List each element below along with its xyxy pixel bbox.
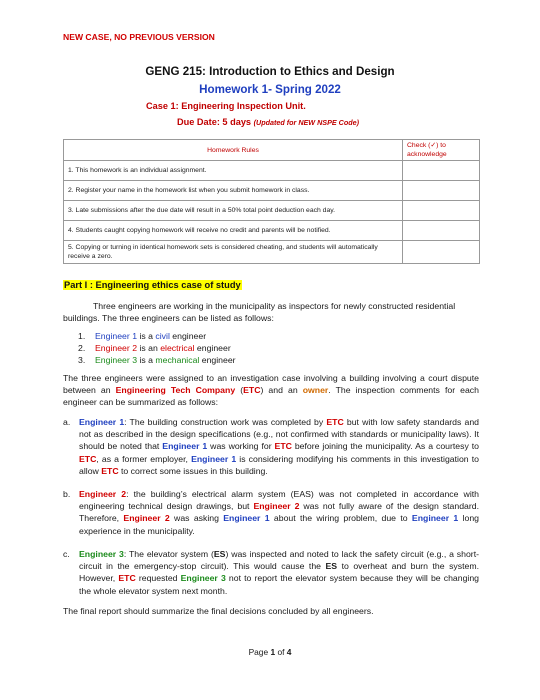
engineer-list bbox=[78, 330, 236, 367]
item-letter: b. bbox=[63, 489, 71, 499]
list-item bbox=[78, 330, 236, 342]
page-number: 1 bbox=[270, 647, 276, 657]
paragraph-text: . The inspection comments for each engineer can be summarized as follows: bbox=[63, 385, 479, 408]
rules-header: Homework Rules bbox=[64, 140, 403, 161]
engineer-name: Engineer 1 bbox=[95, 331, 138, 341]
list-item bbox=[78, 342, 236, 354]
engineer-name: Engineer 1 bbox=[162, 441, 208, 452]
rule-text: 3. Late submissions after the due date will result in a 50% total point deduction each day. bbox=[64, 201, 403, 221]
engineer-name: Engineer 2 bbox=[253, 501, 300, 512]
engineer-name: Engineer 1 bbox=[411, 513, 459, 524]
engineer-2-comment bbox=[63, 488, 479, 537]
list-text: engineer bbox=[194, 343, 231, 354]
engineer-name: Engineer 1 bbox=[79, 417, 125, 427]
rule-row bbox=[64, 201, 480, 221]
list-number: 3. bbox=[78, 355, 86, 366]
due-date bbox=[177, 117, 359, 127]
acknowledge-cell[interactable] bbox=[403, 181, 480, 201]
comment-span: about the wiring problem, due to bbox=[269, 513, 412, 524]
engineer-3-comment bbox=[63, 548, 479, 597]
engineer-name: Engineer 1 bbox=[191, 453, 237, 464]
engineer-name: Engineer 3 bbox=[180, 573, 226, 584]
list-number: 1. bbox=[78, 331, 86, 341]
intro-paragraph: Three engineers are working in the municipality as inspectors for newly constructed residential buildings. The three engineers can be listed as follows: bbox=[63, 301, 456, 324]
comment-text bbox=[79, 488, 479, 537]
rules-header-row bbox=[64, 140, 480, 161]
comment-span: long experience in the municipality. bbox=[79, 513, 479, 536]
list-text: is an bbox=[137, 343, 161, 354]
list-text: engineer bbox=[169, 331, 207, 341]
comment-span: , as a former employer, bbox=[96, 453, 192, 464]
company-acronym: ETC bbox=[118, 573, 136, 584]
engineer-name: Engineer 2 bbox=[95, 343, 138, 354]
assignment-paragraph bbox=[63, 372, 479, 409]
system-acronym: ES bbox=[213, 549, 226, 559]
list-number: 2. bbox=[78, 343, 86, 354]
engineer-name: Engineer 3 bbox=[79, 549, 124, 559]
paragraph-text: The three engineers were assigned to an investigation case involving a building involving a court dispute between an bbox=[63, 373, 479, 396]
rule-row bbox=[64, 221, 480, 241]
engineer-name: Engineer 3 bbox=[95, 355, 138, 366]
comment-span: : The building construction work was completed by bbox=[124, 417, 327, 427]
comment-text bbox=[79, 548, 479, 597]
list-item bbox=[78, 354, 236, 366]
rule-text: 4. Students caught copying homework will receive no credit and parents will be notified. bbox=[64, 221, 403, 241]
engineer-type: mechanical bbox=[155, 355, 200, 366]
rule-row bbox=[64, 241, 480, 264]
company-acronym: ETC bbox=[326, 417, 344, 427]
comment-span: is considering modifying his comments in this investigation to allow bbox=[79, 453, 479, 476]
engineer-type: civil bbox=[155, 331, 170, 341]
company-acronym: ETC bbox=[243, 385, 261, 396]
version-notice: NEW CASE, NO PREVIOUS VERSION bbox=[63, 32, 215, 42]
system-acronym: ES bbox=[325, 561, 338, 572]
homework-rules-table bbox=[63, 139, 480, 264]
comment-span: was asking bbox=[169, 513, 224, 524]
comment-text bbox=[79, 416, 479, 477]
page-total: 4 bbox=[286, 647, 292, 657]
check-header: Check (✓) to acknowledge bbox=[403, 140, 480, 161]
owner-label: owner bbox=[302, 385, 329, 396]
list-text: is a bbox=[137, 355, 156, 366]
footer-text: Page bbox=[248, 647, 271, 657]
paragraph-text: ) and an bbox=[260, 385, 303, 396]
engineer-name: Engineer 1 bbox=[223, 513, 270, 524]
engineer-name: Engineer 2 bbox=[123, 513, 170, 524]
item-letter: a. bbox=[63, 417, 71, 427]
final-report-paragraph: The final report should summarize the final decisions concluded by all engineers. bbox=[63, 606, 374, 616]
list-text: is a bbox=[137, 331, 156, 341]
acknowledge-cell[interactable] bbox=[403, 201, 480, 221]
rule-text: 2. Register your name in the homework list when you submit homework in class. bbox=[64, 181, 403, 201]
item-letter: c. bbox=[63, 549, 70, 559]
paragraph-text: ( bbox=[235, 385, 244, 396]
comment-span: before joining the municipality. As a courtesy to bbox=[291, 441, 479, 452]
comment-span: : the building’s electrical alarm system (EAS) was not completed in accordance with engineering technical design drawings, but bbox=[79, 489, 480, 512]
rule-row bbox=[64, 181, 480, 201]
comment-span: to overheat and burn the system. However, bbox=[79, 561, 479, 584]
engineer-name: Engineer 2 bbox=[79, 489, 127, 499]
course-title: GENG 215: Introduction to Ethics and Design bbox=[145, 65, 395, 78]
engineer-type: electrical bbox=[160, 343, 195, 354]
comment-span: not to report the elevator system because they will be changing the whole elevator system next month. bbox=[79, 573, 479, 596]
comment-span: ) was inspected and noted to lack the safety circuit (e.g., a short-circuit in the emergency-stop circuit). This would cause the bbox=[79, 549, 480, 572]
comment-span: requested bbox=[135, 573, 181, 584]
comment-span: : The elevator system ( bbox=[123, 549, 214, 559]
acknowledge-cell[interactable] bbox=[403, 221, 480, 241]
comment-span: to correct some issues in this building. bbox=[118, 465, 268, 476]
rule-row bbox=[64, 161, 480, 181]
list-text: engineer bbox=[199, 355, 236, 366]
homework-subtitle: Homework 1- Spring 2022 bbox=[199, 83, 341, 96]
part-one-heading: Part I : Engineering ethics case of study bbox=[64, 280, 241, 290]
comment-span: but with low safety standards and not as described in the design specifications (e.g., not confirmed with standards or municipality laws). It should be noted that bbox=[79, 417, 479, 452]
rule-text: 5. Copying or turning in identical homework sets is considered cheating, and students will automatically receive a zero. bbox=[64, 241, 403, 264]
company-acronym: ETC bbox=[274, 441, 292, 452]
due-note: (Updated for NEW NSPE Code) bbox=[253, 118, 360, 127]
comment-span: was working for bbox=[207, 441, 275, 452]
footer-text: of bbox=[275, 647, 287, 657]
due-label: Due Date: 5 days bbox=[177, 117, 252, 127]
company-acronym: ETC bbox=[101, 465, 119, 476]
rule-text: 1. This homework is an individual assignment. bbox=[64, 161, 403, 181]
comment-span: was not fully aware of the design standard. Therefore, bbox=[79, 501, 480, 524]
engineer-1-comment bbox=[63, 416, 479, 477]
acknowledge-cell[interactable] bbox=[403, 241, 480, 264]
company-name: Engineering Tech Company bbox=[115, 385, 236, 396]
company-acronym: ETC bbox=[79, 453, 97, 464]
page-footer bbox=[0, 647, 540, 657]
acknowledge-cell[interactable] bbox=[403, 161, 480, 181]
case-line: Case 1: Engineering Inspection Unit. bbox=[146, 101, 306, 111]
